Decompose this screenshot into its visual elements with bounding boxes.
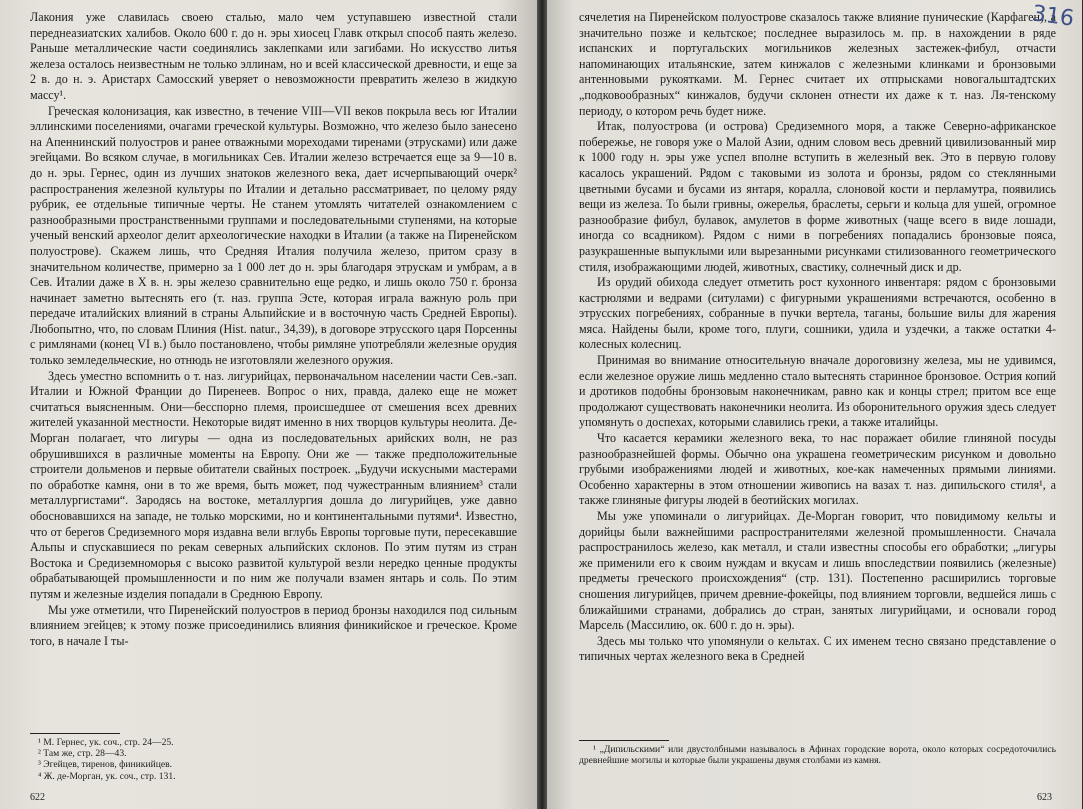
left-page-number: 622 bbox=[30, 792, 45, 803]
left-footnote-3: ³ Эгейцев, тиренов, финикийцев. bbox=[38, 759, 173, 771]
right-page bbox=[541, 0, 1082, 809]
footnote-rule bbox=[579, 740, 669, 741]
book-gutter bbox=[537, 0, 547, 809]
left-footnote-2: ² Там же, стр. 28—43. bbox=[38, 748, 127, 760]
right-footnote-1: ¹ „Дипильскими“ или двустолбными называлось в Афинах городские ворота, около которых сосредоточились древнейшие могилы и которые были украшены двумя столбами из камня. bbox=[579, 744, 1056, 767]
right-paragraph-5: Что касается керамики железного века, то нас поражает обилие глиняной посуды разнообразнейшей формы. Обычно она украшена геометрическим рисунком и довольно грубыми изображениями людей и животных, кое-как намеченных прямыми линиями. Особенно характерны в этом отношении живопись на вазах т. наз. дипильского стиля¹, а также глиняные фигуры людей в беотийских могилах. bbox=[579, 431, 1056, 508]
right-paragraph-6: Мы уже упоминали о лигурийцах. Де-Морган говорит, что повидимому кельты и дорийцы были важнейшими распространителями железной промышленности. Сначала распространилось железо, как металл, и стали известны способы его обработки; „лигуры же применили его к своим нуждам и вкусам и лишь впоследствии появились (железные) предметы греческого происхождения“ (стр. 131). Постепенно расширились торговые сношения лигурийцев, причем древние-фокейцы, под влиянием торговли, ведшейся лишь с ближайшими странами, добрались до стран, занятых лигурийцами, и основали город Марсель (Массилию, ок. 600 г. до н. эры). bbox=[579, 509, 1056, 633]
right-footnotes bbox=[579, 740, 1056, 766]
left-paragraph-1: Лакония уже славилась своею сталью, мало чем уступавшею известной стали переднеазиатских халибов. Около 600 г. до н. эры хиосец Главк открыл способ паять железо. Раньше металлические части соединялись заклепками или загибами. Но искусство литья железа осталось неизвестным не только эллинам, но и всей классической древности, и еще за 2 в. до н. э. Аристарх Самосский уверяет о невозможности превратить железо в жидкую массу¹. bbox=[30, 10, 517, 102]
left-footnote-4: ⁴ Ж. де-Морган, ук. соч., стр. 131. bbox=[38, 770, 176, 782]
left-page bbox=[0, 0, 541, 809]
right-page-number: 623 bbox=[1037, 792, 1052, 803]
right-paragraph-4: Принимая во внимание относительную вначале дороговизну железа, мы не удивимся, если железное оружие лишь медленно стало вытеснять старинное бронзовое. Острия копий и дротиков подобны бронзовым наконечникам, равно как и концы стрел; притом все еще продолжают существовать наконечники неолита. Из оборонительного оружия здесь следует упомянуть о доспехах, которыми славились греки, а также италийцы. bbox=[579, 353, 1056, 430]
right-paragraph-1: сячелетия на Пиренейском полуострове сказалось также влияние пунические (Карфаген), а значительно позже и кельтское; последнее выразилось м. пр. в нахождении в ряде испанских и португальских могильников железных застежек-фибул, отчасти напоминающих итальянские, затем кинжалов с железными клинками и бронзовыми антенновыми рукоятками. М. Гернес считает их отпрысками новогальштадтских „подковообразных“ кинжалов, будучи склонен отнести их даже к т. наз. Ля-тенскому периоду, о котором речь будет ниже. bbox=[579, 10, 1056, 118]
left-paragraph-2: Греческая колонизация, как известно, в течение VIII—VII веков покрыла весь юг Италии эллинскими поселениями, очагами греческой культуры. Возможно, что железо было занесено на Апеннинский полуостров и ранее отважными мореходами тиренами (этрусками) или даже эгейцами. Во всяком случае, в могильниках Сев. Италии железо встречается еще за 9—10 в. до н. эры. Гернес, один из лучших знатоков железного века, дает исчерпывающий очерк² распространения железной культуры по Италии и детально рассматривает, по целому ряду рубрик, ее отдельные типичные черты. Не станем утомлять читателей ознакомлением с разнообразными пространственными группами и последовательными ступенями, на которые ученый венский археолог делит археологические находки в Италии (а также на Пиренейском полуострове). Скажем лишь, что Средняя Италия получила железо, притом сразу в значительном количестве, примерно за 1 000 лет до н. эры благодаря этрускам и умбрам, а в Сев. Италии даже в X в. н. эры железо сравнительно еще редко, и лишь около 750 г. бронза начинает заметно вытеснять его (т. наз. группа Эсте, которая играла важную роль при передаче италийских влияний в страны Альпийские и в восточную часть Средней Европы). Любопытно, что, по словам Плиния (Hist. natur., 34,39), в договоре этрусского царя Порсенны с римлянами (конец VI в.) было постановлено, чтобы римляне употребляли железные орудия только земледельческие, но отнюдь не изготовляли железного оружия. bbox=[30, 103, 517, 368]
left-paragraph-4: Мы уже отметили, что Пиренейский полуостров в период бронзы находился под сильным влиянием эгейцев; к этому позже присоединились влияния финикийское и греческое. Кроме того, в начале I ты- bbox=[30, 602, 517, 648]
left-page-body bbox=[30, 10, 517, 649]
footnote-rule bbox=[30, 733, 120, 734]
right-paragraph-3: Из орудий обихода следует отметить рост кухонного инвентаря: рядом с бронзовыми кастрюлями и ведрами (ситулами) с фигурными украшениями встречаются, особенно в этрусских погребениях, собранные в пучки вертела, таганы, большие вилы для жарения мяса. Найдены были, кроме того, плуги, сошники, удила и уздечки, а также остатки 4-колесных колесниц. bbox=[579, 275, 1056, 352]
left-footnotes bbox=[30, 733, 517, 782]
left-footnote-1: ¹ М. Гернес, ук. соч., стр. 24—25. bbox=[38, 737, 174, 748]
handwritten-page-mark: 316 bbox=[1030, 1, 1076, 32]
left-paragraph-3: Здесь уместно вспомнить о т. наз. лигурийцах, первоначальном населении части Сев.-зап. Италии и Южной Франции до Пиренеев. Вопрос о них, правда, далеко еще не может считаться выясненным. Они—бесспорно племя, происшедшее от смешения всех древних жителей указанной местности. Некоторые видят именно в них творцов культуры неолита. Де-Морган полагает, что лигуры — одна из последовательных арийских волн, не раз обрушившихся в различные моменты на Европу. Они же — также предположительные строители дольменов и первые обитатели свайных построек. „Будучи искусными мастерами по обработке камня, они в то же время, быть может, под чужестранным влиянием³ стали металлургистами“. Зародясь на востоке, металлургия дошла до лигурийцев, уже давно обосновавшихся на западе, не только морскими, но и континентальными путями⁴. Известно, что от берегов Средиземного моря издавна вели вглубь Европы торговые пути, пересекавшие Альпы и спускавшиеся по рекам северных альпийских склонов. По этим путям из стран Востока и Средиземноморья с высоко развитой культурой везли нередко ценные продукты обрабатывающей промышленности и по ним же получали взамен янтарь и соль. По этим путям и железные изделия попадали в Среднюю Европу. bbox=[30, 368, 517, 601]
right-paragraph-2: Итак, полуострова (и острова) Средиземного моря, а также Северно-африканское побережье, не говоря уже о Малой Азии, одним словом весь древний цивилизованный мир к 1000 году н. эры уже успел вполне вступить в железный век. Это в первую голову касалось украшений. Рядом с таковыми из золота и бронзы, рядом со стеклянными цветными бусами и бусами из янтаря, коралла, слоновой кости и перламутра, появились вещи из железа. То были гривны, ожерелья, браслеты, серьги и кольца для ушей, огромное разнообразие фибул, булавок, амулетов в форме животных (чаще всего в виде лошади, иногда со всадником). Рядом с ними в погребениях попадались бронзовые пояса, разукрашенные выпуклыми или вырезанными рисунками стилизованного геометрического стиля, изображающими людей, животных, свастику, солнечный диск и др. bbox=[579, 119, 1056, 274]
right-page-body bbox=[579, 10, 1056, 665]
right-paragraph-7: Здесь мы только что упомянули о кельтах. С их именем тесно связано представление о типичных чертах железного века в Средней bbox=[579, 633, 1056, 664]
